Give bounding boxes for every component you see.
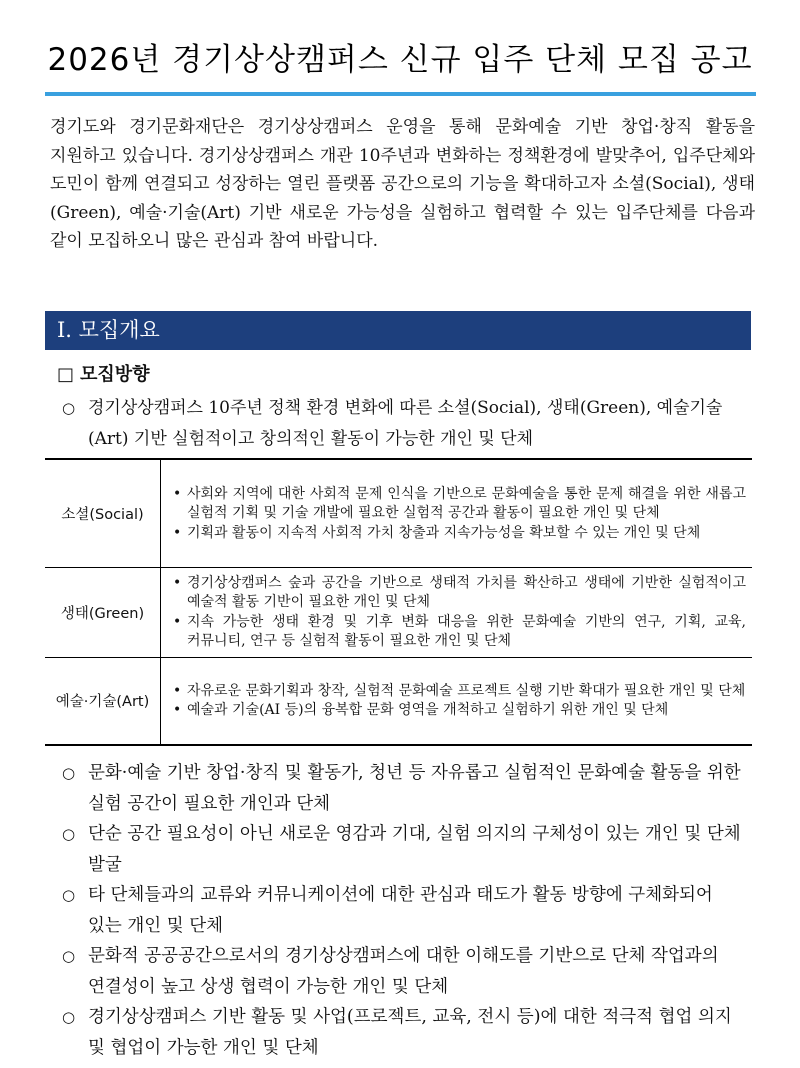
bullet-icon: • bbox=[173, 613, 182, 630]
circle-bullet-icon: ○ bbox=[62, 1008, 76, 1026]
list-item-text: 지속 가능한 생태 환경 및 기후 변화 대응을 위한 문화예술 기반의 연구, 기획, 교육, 커뮤니티, 연구 등 실험적 활동이 필요한 개인 및 단체 bbox=[187, 613, 746, 649]
table-row bbox=[45, 459, 752, 567]
list-item-text: 예술과 기술(AI 등)의 융복합 문화 영역을 개척하고 실험하기 위한 개인 및 단체 bbox=[187, 702, 669, 719]
bullet-icon: • bbox=[173, 574, 182, 591]
bullet-icon: • bbox=[173, 702, 182, 719]
list-item bbox=[171, 613, 746, 652]
page-title: 2026년 경기상상캠퍼스 신규 입주 단체 모집 공고 bbox=[47, 42, 753, 78]
circle-bullet-icon: ○ bbox=[62, 825, 76, 843]
subsection-label: 모집방향 bbox=[80, 364, 150, 385]
checkbox-square-icon: □ bbox=[57, 364, 75, 385]
list-item bbox=[171, 574, 746, 613]
circle-bullet-icon: ○ bbox=[62, 947, 76, 965]
table-row bbox=[45, 567, 752, 657]
table-category: 소셜(Social) bbox=[45, 459, 161, 567]
list-item bbox=[171, 485, 746, 524]
bullet-icon: • bbox=[173, 682, 182, 699]
table-description bbox=[161, 657, 753, 745]
title-divider bbox=[45, 92, 756, 96]
list-item bbox=[62, 758, 752, 820]
circle-bullet-icon: ○ bbox=[62, 764, 76, 782]
table-description bbox=[161, 567, 753, 657]
lead-list-item bbox=[62, 393, 752, 455]
subsection-title bbox=[57, 360, 150, 386]
list-item-text: 사회와 지역에 대한 사회적 문제 인식을 기반으로 문화예술을 통한 문제 해결을 위한 새롭고 실험적 기획 및 기술 개발에 필요한 실험적 공간과 활동이 필요한 개인 및 단체 bbox=[187, 485, 746, 521]
circle-bullet-icon: ○ bbox=[62, 399, 76, 417]
list-item-text: 단순 공간 필요성이 아닌 새로운 영감과 기대, 실험 의지의 구체성이 있는 개인 및 단체 발굴 bbox=[88, 824, 741, 875]
section-header: I. 모집개요 bbox=[45, 311, 751, 350]
table-description bbox=[161, 459, 753, 567]
table-row bbox=[45, 657, 752, 745]
list-item-text: 문화적 공공공간으로서의 경기상상캠퍼스에 대한 이해도를 기반으로 단체 작업과의 연결성이 높고 상생 협력이 가능한 개인 및 단체 bbox=[88, 946, 719, 997]
list-item-text: 자유로운 문화기획과 창작, 실험적 문화예술 프로젝트 실행 기반 확대가 필요한 개인 및 단체 bbox=[187, 682, 746, 699]
list-item-text: 타 단체들과의 교류와 커뮤니케이션에 대한 관심과 태도가 활동 방향에 구체화되어 있는 개인 및 단체 bbox=[88, 885, 713, 936]
list-item bbox=[171, 701, 746, 721]
circle-bullet-icon: ○ bbox=[62, 886, 76, 904]
bullet-icon: • bbox=[173, 524, 182, 541]
table-category: 생태(Green) bbox=[45, 567, 161, 657]
list-item-text: 경기상상캠퍼스 숲과 공간을 기반으로 생태적 가치를 확산하고 생태에 기반한 실험적이고 예술적 활동 기반이 필요한 개인 및 단체 bbox=[187, 574, 746, 610]
list-item bbox=[62, 880, 752, 942]
list-item bbox=[171, 524, 746, 544]
table-category: 예술·기술(Art) bbox=[45, 657, 161, 745]
list-item-text: 기획과 활동이 지속적 사회적 가치 창출과 지속가능성을 확보할 수 있는 개인 및 단체 bbox=[187, 524, 701, 541]
intro-paragraph: 경기도와 경기문화재단은 경기상상캠퍼스 운영을 통해 문화예술 기반 창업·창직 활동을 지원하고 있습니다. 경기상상캠퍼스 개관 10주년과 변화하는 정책환경에 발맞추어, 입주단체와 도민이 함께 연결되고 성장하는 열린 플랫폼 공간으로의 기능을 확대하고자 소셜(Social), 생태(Green), 예술·기술(Art) 기반 새로운 가능성을 실험하고 협력할 수 있는 입주단체를 다음과 같이 모집하오니 많은 관심과 참여 바랍니다. bbox=[50, 117, 755, 252]
list-item bbox=[62, 941, 752, 1003]
bullet-icon: • bbox=[173, 485, 182, 502]
list-item bbox=[62, 1002, 752, 1064]
direction-table bbox=[45, 458, 752, 746]
list-item-text: 경기상상캠퍼스 기반 활동 및 사업(프로젝트, 교육, 전시 등)에 대한 적극적 협업 의지 및 협업이 가능한 개인 및 단체 bbox=[88, 1007, 732, 1058]
list-item bbox=[171, 682, 746, 702]
list-item-text: 문화·예술 기반 창업·창직 및 활동가, 청년 등 자유롭고 실험적인 문화예술 활동을 위한 실험 공간이 필요한 개인과 단체 bbox=[88, 763, 741, 814]
list-item bbox=[62, 819, 752, 881]
lead-item-text: 경기상상캠퍼스 10주년 정책 환경 변화에 따른 소셜(Social), 생태(Green), 예술기술(Art) 기반 실험적이고 창의적인 활동이 가능한 개인 및 단체 bbox=[88, 398, 723, 449]
